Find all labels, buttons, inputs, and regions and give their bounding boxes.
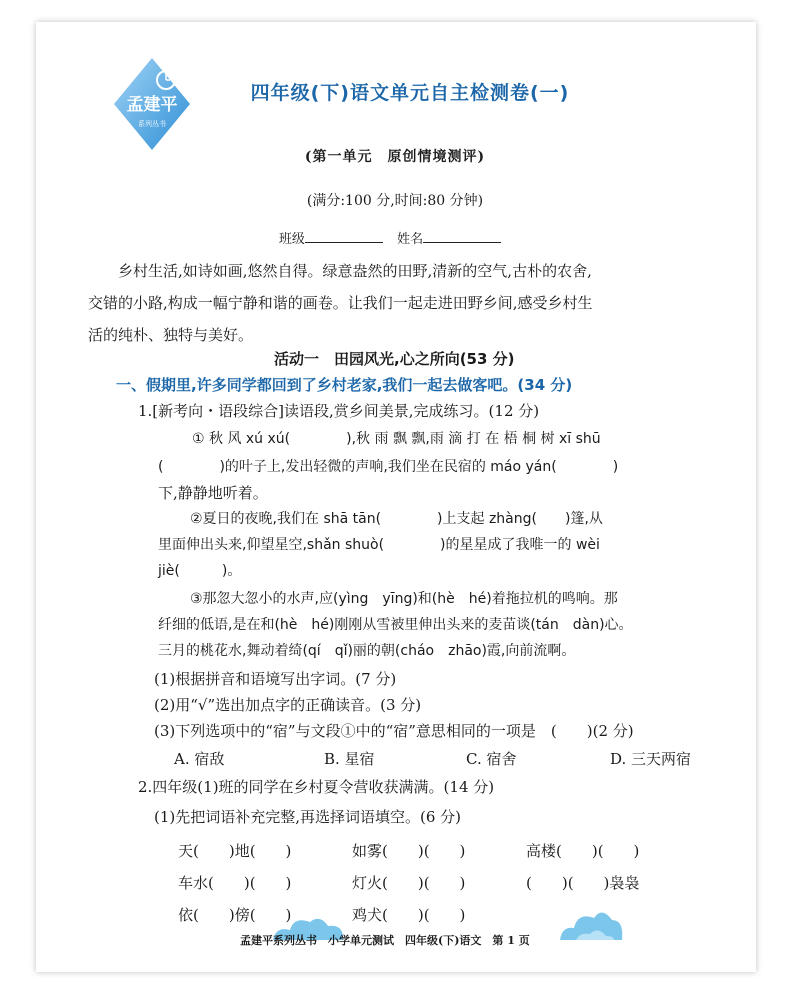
paragraph-1-line: ① 秋 风 xú xú( ),秋 雨 飘 飘,雨 滴 打 在 梧 桐 树 xī shū xyxy=(192,431,601,447)
section-heading: 一、假期里,许多同学都回到了乡村老家,我们一起去做客吧。(34 分) xyxy=(116,376,573,394)
option-b[interactable]: B. 星宿 xyxy=(324,750,375,768)
question-1-title: 1.[新考向・语段综合]读语段,赏乡间美景,完成练习。(12 分) xyxy=(138,402,540,420)
sub-question: (2)用“√”选出加点字的正确读音。(3 分) xyxy=(154,696,422,714)
class-label: 班级 xyxy=(278,232,305,247)
cloud-icon xyxy=(556,902,626,942)
name-label: 姓名 xyxy=(397,232,424,247)
brand-logo xyxy=(114,58,190,150)
question-2-title: 2.四年级(1)班的同学在乡村夏令营收获满满。(14 分) xyxy=(138,778,495,796)
word-blank[interactable]: 车水( )( ) xyxy=(178,874,292,892)
sub-question: (1)先把词语补充完整,再选择词语填空。(6 分) xyxy=(154,808,462,826)
word-blank[interactable]: 灯火( )( ) xyxy=(352,874,466,892)
word-blank[interactable]: 如雾( )( ) xyxy=(352,842,466,860)
logo-subtext: 系列丛书 xyxy=(138,120,166,128)
page-footer: 孟建平系列丛书 小学单元测试 四年级(下)语文 第 1 页 xyxy=(240,934,530,947)
intro-line: 交错的小路,构成一幅宁静和谐的画卷。让我们一起走进田野乡间,感受乡村生 xyxy=(88,294,593,312)
activity-heading: 活动一 田园风光,心之所向(53 分) xyxy=(274,350,515,368)
class-field[interactable] xyxy=(305,229,383,243)
option-a[interactable]: A. 宿敌 xyxy=(174,750,225,768)
word-blank[interactable]: ( )( )袅袅 xyxy=(526,874,640,892)
exam-title: 四年级(下)语文单元自主检测卷(一) xyxy=(250,82,570,104)
paragraph-1-line: ( )的叶子上,发出轻微的声响,我们坐在民宿的 máo yán( ) xyxy=(158,459,619,475)
score-time-info: (满分:100 分,时间:80 分钟) xyxy=(306,193,484,209)
option-c[interactable]: C. 宿舍 xyxy=(466,750,517,768)
student-info-fields xyxy=(0,228,790,247)
logo-text: 孟建平 xyxy=(126,95,178,115)
paragraph-2-line: jiè( )。 xyxy=(158,563,242,579)
paragraph-3-line: 三月的桃花水,舞动着绮(qí qǐ)丽的朝(cháo zhāo)霞,向前流啊。 xyxy=(158,643,576,659)
paragraph-3-line: 纤细的低语,是在和(hè hé)刚刚从雪被里伸出头来的麦苗谈(tán dàn)心。 xyxy=(158,617,633,633)
intro-line: 活的纯朴、独特与美好。 xyxy=(88,326,254,344)
paragraph-2-line: ②夏日的夜晚,我们在 shā tān( )上支起 zhàng( )篷,从 xyxy=(190,511,603,527)
unit-subtitle: (第一单元 原创情境测评) xyxy=(304,149,486,165)
paragraph-3-line: ③那忽大忽小的水声,应(yìng yīng)和(hè hé)着拖拉机的鸣响。那 xyxy=(190,591,618,607)
word-blank[interactable]: 高楼( )( ) xyxy=(526,842,640,860)
name-field[interactable] xyxy=(423,229,501,243)
paragraph-2-line: 里面伸出头来,仰望星空,shǎn shuò( )的星星成了我唯一的 wèi xyxy=(158,537,600,553)
sub-question: (3)下列选项中的“宿”与文段①中的“宿”意思相同的一项是 ( )(2 分) xyxy=(154,722,634,740)
word-blank[interactable]: 鸡犬( )( ) xyxy=(352,906,466,924)
sub-question: (1)根据拼音和语境写出字词。(7 分) xyxy=(154,670,397,688)
word-blank[interactable]: 依( )傍( ) xyxy=(178,906,292,924)
paragraph-1-line: 下,静静地听着。 xyxy=(158,484,268,502)
intro-line: 乡村生活,如诗如画,悠然自得。绿意盎然的田野,清新的空气,古朴的农舍, xyxy=(118,262,592,280)
option-d[interactable]: D. 三天两宿 xyxy=(610,750,692,768)
word-blank[interactable]: 天( )地( ) xyxy=(178,842,292,860)
